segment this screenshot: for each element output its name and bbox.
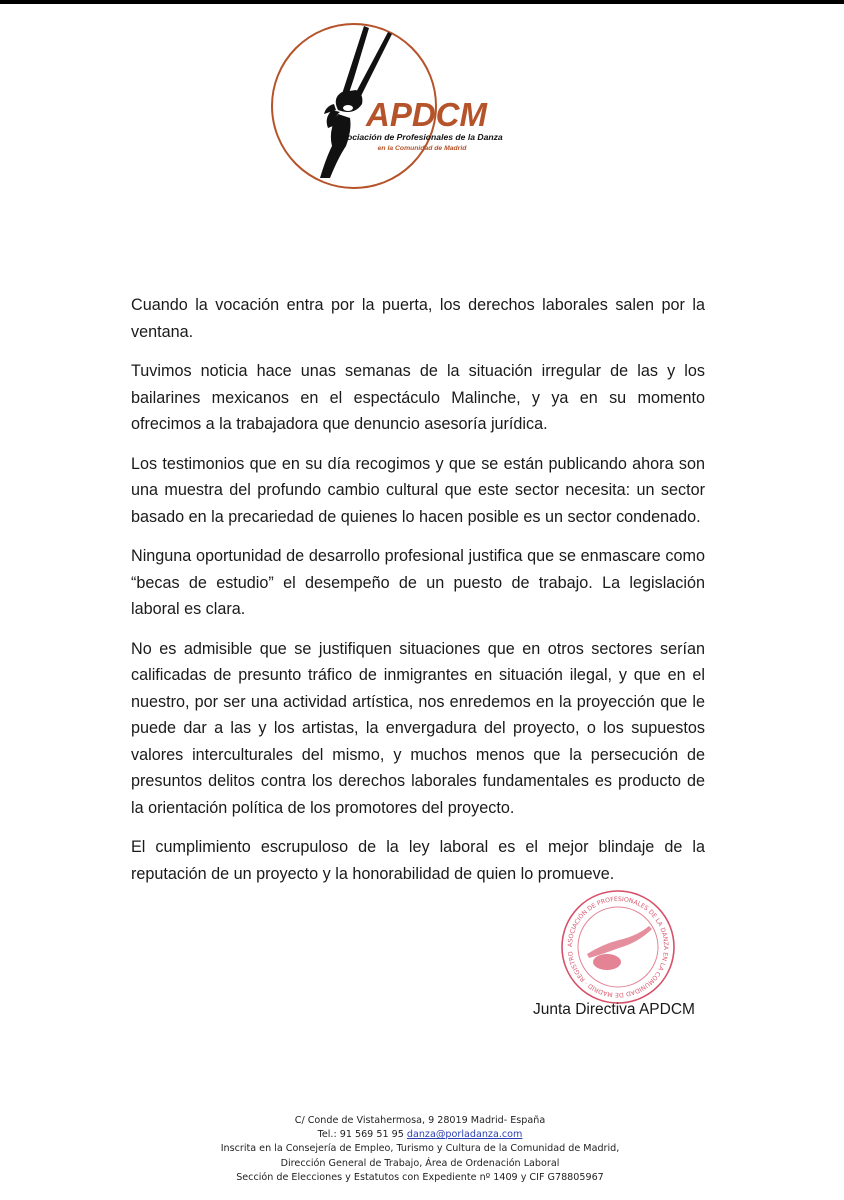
paragraph-5: No es admisible que se justifiquen situaciones que en otros sectores serían calificadas de presunto tráfico de inmigrantes en situación ilegal, y que en el nuestro, por ser una actividad artística, nos enredemos en la proyección que le puede dar a las y los artistas, la envergadura del proyecto, o los supuestos valores interculturales del mismo, y muchos menos que la persecución de presuntos delitos contra los derechos laborales fundamentales es producto de la orientación política de los promotores del proyecto. xyxy=(131,639,705,817)
footer-email-link[interactable]: danza@porladanza.com xyxy=(406,1129,523,1141)
stamp-seal-icon xyxy=(557,888,679,1006)
paragraph-3: Los testimonios que en su día recogimos y que se están publicando ahora son una muestra del profundo cambio cultural que este sector necesita: un sector basado en la precariedad de quienes lo hacen posible es un sector condenado. xyxy=(131,454,705,526)
logo-acronym: APDCM xyxy=(366,96,487,133)
logo-region: en la Comunidad de Madrid xyxy=(377,145,467,152)
paragraph-1: Cuando la vocación entra por la puerta, los derechos laborales salen por la ventana. xyxy=(131,296,705,341)
apdcm-logo xyxy=(268,18,538,198)
signature-line: Junta Directiva APDCM xyxy=(533,1001,695,1018)
footer-address: C/ Conde de Vistahermosa, 9 28019 Madrid- España xyxy=(294,1115,546,1126)
footer-registration-3: Sección de Elecciones y Estatutos con Expediente nº 1409 y CIF G78805967 xyxy=(236,1171,604,1183)
logo-full-name: Asociación de Profesionales de la Danza xyxy=(336,132,503,142)
paragraph-6: El cumplimiento escrupuloso de la ley laboral es el mejor blindaje de la reputación de un proyecto y la honorabilidad de quien lo promueve. xyxy=(131,838,705,883)
dancer-logo-icon xyxy=(268,18,538,198)
footer-registration-1: Inscrita en la Consejería de Empleo, Turismo y Cultura de la Comunidad de Madrid, xyxy=(220,1143,620,1155)
letter-body xyxy=(131,292,705,900)
footer-contact xyxy=(180,1128,660,1142)
stamp-ring-text: ASOCIACIÓN DE PROFESIONALES DE LA DANZA EN LA COMUNIDAD DE MADRID · REGISTRO xyxy=(566,895,670,999)
footer-phone: Tel.: 91 569 51 95 xyxy=(317,1129,404,1141)
letter-page xyxy=(0,4,844,1200)
footer-registration-2: Dirección General de Trabajo, Área de Ordenación Laboral xyxy=(280,1157,560,1169)
footer xyxy=(180,1114,660,1185)
paragraph-2: Tuvimos noticia hace unas semanas de la situación irregular de las y los bailarines mexicanos en el espectáculo Malinche, y ya en su momento ofrecimos a la trabajadora que denuncio asesoría jurídica. xyxy=(131,362,705,433)
association-stamp xyxy=(557,888,679,1006)
paragraph-4: Ninguna oportunidad de desarrollo profesional justifica que se enmascare como “becas de estudio” el desempeño de un puesto de trabajo. La legislación laboral es clara. xyxy=(131,547,705,618)
